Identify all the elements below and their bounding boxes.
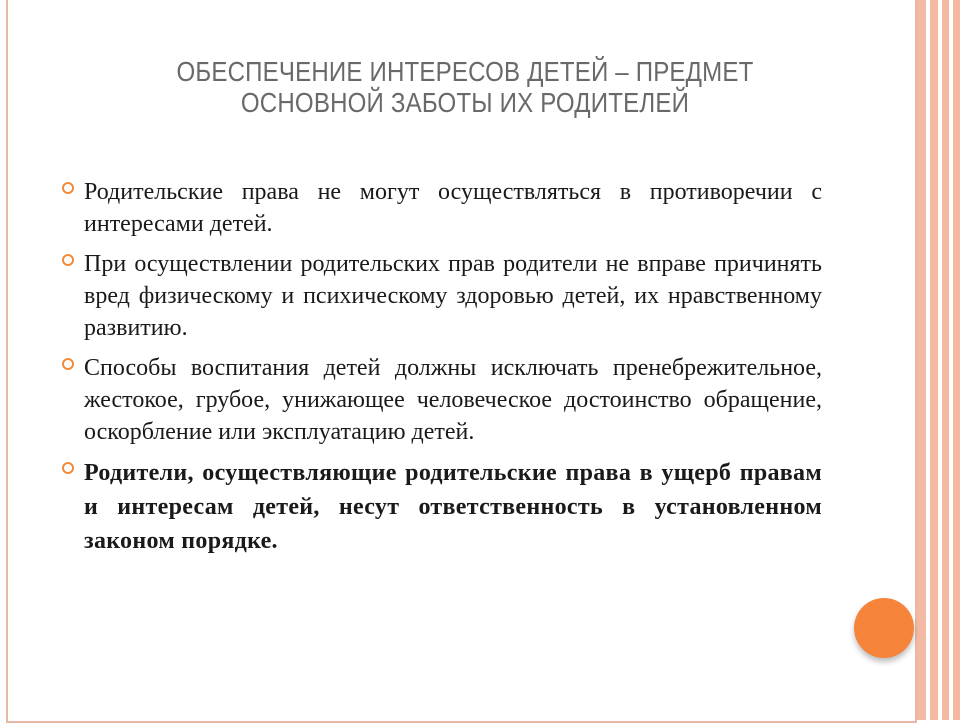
stripe-2 [930, 0, 938, 720]
bullet-text: Способы воспитания детей должны исключать пренебрежительное, жестокое, грубое, унижающее человеческое достоинство обращение, оскорбление или эксплуатацию детей. [84, 355, 822, 445]
bullet-item [62, 176, 822, 240]
bullet-circle-icon [62, 462, 74, 474]
bullet-item [62, 352, 822, 448]
bullet-item [62, 248, 822, 344]
bullet-text: При осуществлении родительских прав родители не вправе причинять вред физическому и психическому здоровью детей, их нравственному развитию. [84, 251, 822, 341]
bullet-circle-icon [62, 254, 74, 266]
stripe-1 [917, 0, 926, 720]
slide-title [125, 56, 804, 118]
stripe-4 [953, 0, 960, 720]
title-line-1: ОБЕСПЕЧЕНИЕ ИНТЕРЕСОВ ДЕТЕЙ – ПРЕДМЕТ [176, 56, 754, 87]
bullet-list [62, 176, 822, 566]
bullet-circle-icon [62, 182, 74, 194]
title-line-2: ОСНОВНОЙ ЗАБОТЫ ИХ РОДИТЕЛЕЙ [240, 87, 690, 118]
decorative-stripes [917, 0, 960, 720]
bullet-item-emphasis [62, 456, 822, 558]
bullet-text: Родительские права не могут осуществляться в противоречии с интересами детей. [84, 179, 822, 237]
stripe-3 [942, 0, 949, 720]
decorative-circle [854, 598, 914, 658]
bullet-circle-icon [62, 358, 74, 370]
bullet-text: Родители, осуществляющие родительские права в ущерб правам и интересам детей, несут ответственность в установленном законом порядке. [84, 460, 822, 554]
